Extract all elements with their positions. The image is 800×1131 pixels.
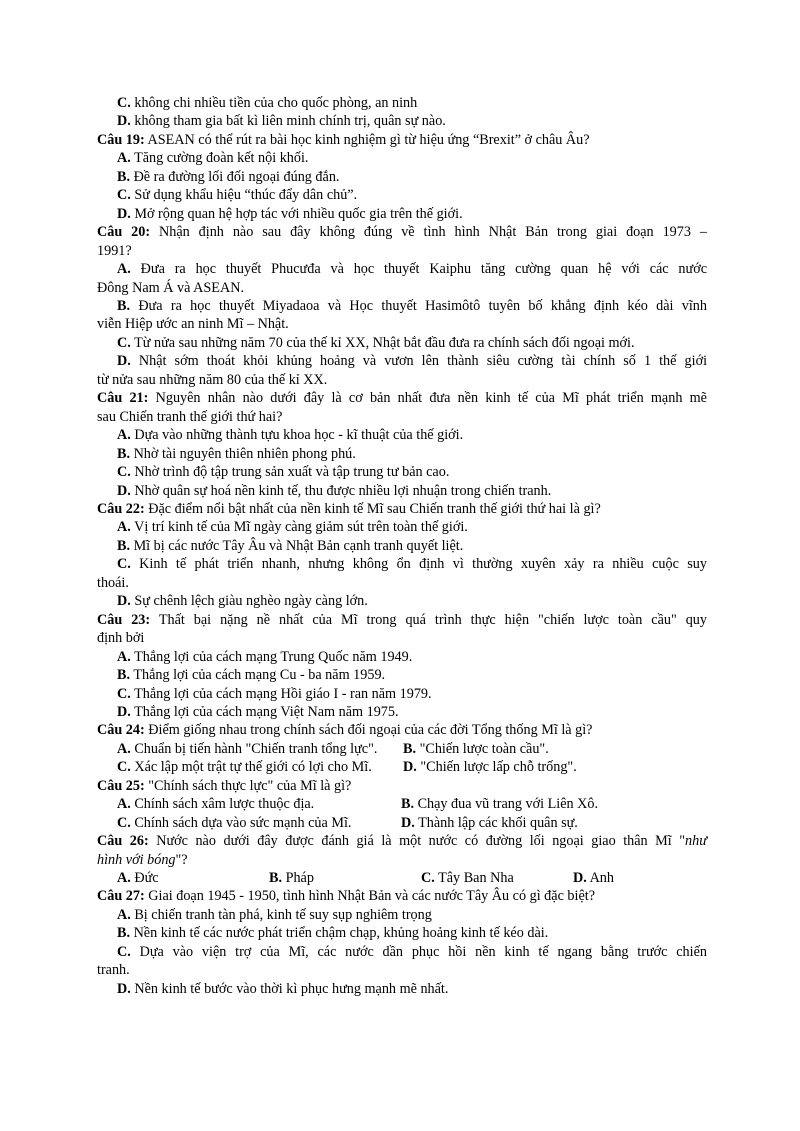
item-text: Pháp [285,870,314,887]
item-label: D. [401,814,415,831]
item-label: B. [117,297,131,314]
continuation-line: 1991? [97,242,132,259]
item-label: D. [117,593,131,610]
item-text: Kinh tế phát triển nhanh, nhưng không ổn định vì thường xuyên xảy ra nhiều cuộc suy [139,556,707,573]
question [97,500,707,518]
item-label: C. [117,95,131,111]
item-text: Anh [589,870,614,887]
item-text: Giai đoạn 1945 - 1950, tình hình Nhật Bản và các nước Tây Âu có gì đặc biệt? [148,888,595,905]
answer-option [403,740,549,758]
answer-option [97,463,707,481]
answer-option [97,924,707,942]
item-text: Nền kinh tế các nước phát triển chậm chạp, khủng hoảng kinh tế kéo dài. [133,925,549,942]
item-text: Đưa ra học thuyết Phucưđa và học thuyết Kaiphu tăng cường quan hệ với các nước [140,261,708,278]
item-text: Bị chiến tranh tàn phá, kinh tế suy sụp nghiêm trọng [134,906,432,923]
item-text: Nước nào dưới đây được đánh giá là một nước có đường lối ngoại giao thân Mĩ " [156,833,686,850]
question [97,887,707,905]
item-text: "? [175,851,188,868]
item-label: B. [117,667,131,684]
answer-option [97,666,707,684]
item-text: Điểm giống nhau trong chính sách đối ngoại của các đời Tổng thống Mĩ là gì? [148,722,593,739]
item-text: Nhờ tài nguyên thiên nhiên phong phú. [133,445,356,462]
item-label: D. [403,759,417,776]
first-line [97,389,707,407]
italic-text: như [685,833,707,850]
item-label: D. [117,703,131,720]
answer-option [401,795,598,813]
answer-option [97,555,707,592]
question [97,721,707,739]
item-label: C. [117,334,131,351]
item-text: Đưa ra học thuyết Miyadaoa và Học thuyết Hasimôtô tuyên bố khẳng định kéo dài vĩnh [138,297,707,314]
answer-option [401,814,578,832]
item-label: C. [117,759,131,776]
continuation-line: Đông Nam Á và ASEAN. [97,279,244,296]
item-label: C. [117,187,131,204]
answer-option [97,518,707,536]
continuation-line: viễn Hiệp ước an ninh Mĩ – Nhật. [97,316,289,333]
answer-option [97,334,707,352]
italic-text: hình với bóng [97,851,176,868]
item-label: B. [117,925,131,942]
item-label: D. [573,870,587,887]
item-label: Câu 23: [97,611,151,628]
item-text: Thắng lợi của cách mạng Việt Nam năm 1975. [134,703,399,720]
question [97,223,707,260]
item-text: Nền kinh tế bước vào thời kì phục hưng mạnh mẽ nhất. [134,980,449,997]
question [97,131,707,149]
item-text: Nguyên nhân nào dưới đây là cơ bản nhất đưa nền kinh tế của Mĩ phát triển mạnh mẽ [155,390,707,407]
answer-option-pair [97,758,707,776]
answer-option [573,869,614,887]
item-text: Nhận định nào sau đây không đúng về tình hình Nhật Bản trong giai đoạn 1973 – [159,224,707,241]
continuation-line: thoái. [97,574,129,591]
answer-option [117,869,269,887]
item-label: B. [401,796,415,813]
item-label: A. [117,870,131,887]
item-label: A. [117,796,131,813]
first-line [97,297,707,315]
item-text: Đặc điểm nổi bật nhất của nền kinh tế Mĩ sau Chiến tranh thế giới thứ hai là gì? [148,500,601,517]
answer-option [97,94,707,112]
item-label: A. [117,740,131,757]
answer-option-row [97,869,707,887]
item-label: D. [117,205,131,222]
first-line [97,555,707,573]
item-label: A. [117,648,131,665]
item-text: Mở rộng quan hệ hợp tác với nhiều quốc gia trên thế giới. [134,205,463,222]
answer-option [97,685,707,703]
answer-option [97,297,707,334]
item-label: Câu 19: [97,131,145,148]
document-page [97,94,707,998]
item-text: Thành lập các khối quân sự. [418,814,578,831]
item-text: Chính sách xâm lược thuộc địa. [134,796,315,813]
item-text: "Chính sách thực lực" của Mĩ là gì? [148,777,352,794]
item-label: A. [117,150,131,167]
item-label: D. [117,980,131,997]
item-text: không tham gia bất kì liên minh chính trị, quân sự nào. [134,113,446,130]
answer-option [97,352,707,389]
item-label: C. [117,685,131,702]
item-label: Câu 21: [97,390,149,407]
item-text: Từ nửa sau những năm 70 của thế kỉ XX, Nhật bắt đầu đưa ra chính sách đối ngoại mới. [134,334,635,351]
item-text: Chạy đua vũ trang với Liên Xô. [417,796,599,813]
item-text: Nhờ trình độ tập trung sản xuất và tập trung tư bản cao. [134,464,450,481]
answer-option [269,869,421,887]
answer-option [117,795,401,813]
answer-option [97,112,707,130]
item-label: Câu 27: [97,888,145,905]
item-text: Sự chênh lệch giàu nghèo ngày càng lớn. [134,593,368,610]
answer-option [117,758,403,776]
answer-option-pair [97,795,707,813]
continuation-line: định bởi [97,630,145,647]
answer-option [97,149,707,167]
item-label: Câu 20: [97,224,151,241]
item-label: A. [117,906,131,923]
item-text: Vị trí kinh tế của Mĩ ngày càng giảm sút trên toàn thế giới. [134,519,468,536]
item-label: D. [117,353,131,370]
answer-option [97,592,707,610]
item-text: Dựa vào viện trợ của Mĩ, các nước dần phục hồi nền kinh tế ngang bằng trước chiến [139,943,707,960]
first-line [97,260,707,278]
question [97,777,707,795]
item-text: Nhật sớm thoát khỏi khủng hoảng và vươn lên thành siêu cường tài chính số 1 thế giới [138,353,708,370]
item-text: Mĩ bị các nước Tây Âu và Nhật Bản cạnh tranh quyết liệt. [133,537,464,554]
answer-option [421,869,573,887]
first-line [97,223,707,241]
item-text: Thắng lợi của cách mạng Hồi giáo I - ran năm 1979. [134,685,432,702]
item-text: Nhờ quân sự hoá nền kinh tế, thu được nhiều lợi nhuận trong chiến tranh. [134,482,552,499]
answer-option [97,980,707,998]
answer-option [97,906,707,924]
item-text: không chi nhiều tiền của cho quốc phòng, an ninh [134,95,418,111]
answer-option [97,426,707,444]
answer-option [97,482,707,500]
item-text: Sử dụng khẩu hiệu “thúc đẩy dân chủ”. [134,187,358,204]
first-line [97,611,707,629]
item-label: D. [117,113,131,130]
item-label: Câu 22: [97,500,145,517]
item-label: Câu 26: [97,833,149,850]
continuation-line [97,851,707,869]
item-text: Chuẩn bị tiến hành "Chiến tranh tổng lực". [134,740,378,757]
answer-option [97,648,707,666]
continuation-line: sau Chiến tranh thế giới thứ hai? [97,408,283,425]
answer-option [97,168,707,186]
answer-option [97,943,707,980]
item-label: B. [403,740,417,757]
item-text: Chính sách dựa vào sức mạnh của Mĩ. [134,814,352,831]
item-text: Tăng cường đoàn kết nội khối. [134,150,309,167]
item-label: A. [117,427,131,444]
answer-option [97,703,707,721]
item-label: C. [117,814,131,831]
answer-option [97,205,707,223]
question [97,389,707,426]
answer-option [117,814,401,832]
item-text: ASEAN có thể rút ra bài học kinh nghiệm gì từ hiệu ứng “Brexit” ở châu Âu? [147,131,590,148]
item-label: Câu 25: [97,777,145,794]
item-text: Đề ra đường lối đối ngoại đúng đắn. [133,168,340,185]
answer-option [117,740,403,758]
item-text: Thất bại nặng nề nhất của Mĩ trong quá trình thực hiện "chiến lược toàn cầu" quy [158,611,707,628]
item-text: Thắng lợi của cách mạng Cu - ba năm 1959. [133,667,386,684]
item-label: C. [117,556,131,573]
item-label: A. [117,519,131,536]
item-label: B. [269,870,283,887]
item-label: D. [117,482,131,499]
item-text: Dựa vào những thành tựu khoa học - kĩ thuật của thế giới. [134,427,464,444]
item-text: Thắng lợi của cách mạng Trung Quốc năm 1949. [134,648,413,665]
continuation-line: từ nửa sau những năm 80 của thế kỉ XX. [97,371,328,388]
answer-option [97,537,707,555]
continuation-line: tranh. [97,962,130,979]
item-label: C. [117,943,131,960]
answer-option-pair [97,740,707,758]
item-label: C. [421,870,435,887]
answer-option [97,186,707,204]
answer-option [97,260,707,297]
item-label: Câu 24: [97,722,145,739]
item-label: B. [117,168,131,185]
item-text: Tây Ban Nha [438,870,514,887]
item-label: B. [117,537,131,554]
answer-option [97,445,707,463]
question [97,611,707,648]
item-label: B. [117,445,131,462]
first-line [97,352,707,370]
item-text: "Chiến lược lấp chỗ trống". [420,759,577,776]
first-line [97,832,707,850]
item-text: "Chiến lược toàn cầu". [419,740,549,757]
item-text: Xác lập một trật tự thế giới có lợi cho Mĩ. [134,759,372,776]
item-label: C. [117,464,131,481]
question [97,832,707,869]
answer-option-pair [97,814,707,832]
item-label: A. [117,261,131,278]
item-text: Đức [134,870,159,887]
answer-option [403,758,577,776]
first-line [97,943,707,961]
